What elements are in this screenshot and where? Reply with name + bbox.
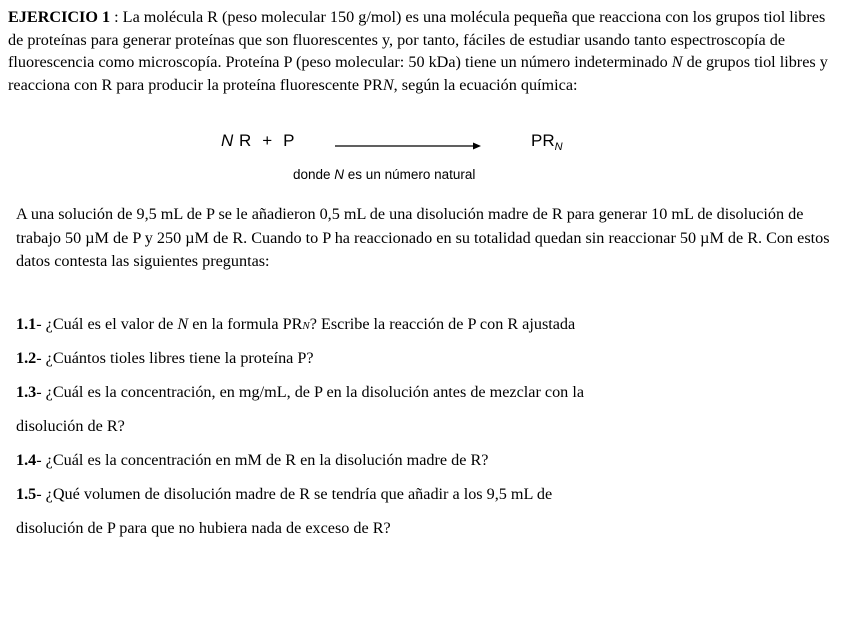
question-number: 1.1 (16, 315, 37, 333)
equation-reactants (221, 131, 295, 151)
intro-text-3: , según la ecuación química: (393, 75, 578, 94)
equation-left: R + P (233, 131, 295, 150)
exercise-label: EJERCICIO 1 (8, 8, 111, 26)
product-label: PR (531, 131, 555, 150)
question-1-4 (16, 451, 488, 470)
question-1-1 (16, 315, 575, 334)
note-after: es un número natural (344, 167, 476, 182)
note-n: N (334, 167, 345, 182)
note-before: donde (293, 167, 335, 182)
question-text: - ¿Qué volumen de disolución madre de R se tendría que añadir a los 9,5 mL de (36, 485, 553, 503)
question-text: - ¿Cuál es la concentración en mM de R en la disolución madre de R? (36, 451, 489, 469)
question-subscript: N (302, 320, 310, 332)
question-1-3-line-2: disolución de R? (16, 417, 125, 435)
equation-coefficient: N (221, 131, 234, 150)
question-number: 1.5 (16, 485, 37, 503)
exercise-intro (8, 6, 838, 96)
intro-n: N (671, 53, 683, 72)
intro-text-1: : La molécula R (peso molecular 150 g/mol) es una molécula pequeña que reacciona con los grupos tiol libres de proteínas para generar proteínas que son fluorescentes y, por tanto, fáciles de estudiar usando tanto espectroscopía de fluorescencia como microscopía. Proteína P (peso molecular: 50 kDa) tiene un número indeterminado (8, 8, 826, 72)
question-1-5 (16, 485, 552, 504)
intro-text-2: de grupos tiol libres y reacciona con R para producir la proteína fluorescente PR (8, 53, 828, 94)
product-subscript: N (554, 141, 563, 153)
question-text: ? Escribe la reacción de P con R ajustada (309, 315, 576, 333)
reaction-arrow-icon (335, 141, 481, 151)
question-number: 1.2 (16, 349, 37, 367)
question-number: 1.3 (16, 383, 37, 401)
question-text: - ¿Cuál es el valor de (36, 315, 178, 333)
question-1-2 (16, 349, 314, 368)
question-text: en la formula PR (188, 315, 303, 333)
question-n: N (177, 315, 189, 333)
question-text: - ¿Cuántos tioles libres tiene la proteína P? (36, 349, 314, 367)
equation-note (293, 167, 475, 182)
question-number: 1.4 (16, 451, 37, 469)
intro-product-n: N (382, 75, 394, 94)
problem-paragraph: A una solución de 9,5 mL de P se le añadieron 0,5 mL de una disolución madre de R para generar 10 mL de disolución de trabajo 50 µM de P y 250 µM de R. Cuando to P ha reaccionado en su totalidad quedan sin reaccionar 50 µM de R. Con estos datos contesta las siguientes preguntas: (16, 205, 830, 270)
question-1-3 (16, 383, 584, 402)
question-1-5-line-2: disolución de P para que no hubiera nada de exceso de R? (16, 519, 391, 537)
question-text: - ¿Cuál es la concentración, en mg/mL, de P en la disolución antes de mezclar con la (36, 383, 585, 401)
equation-product (531, 131, 563, 153)
